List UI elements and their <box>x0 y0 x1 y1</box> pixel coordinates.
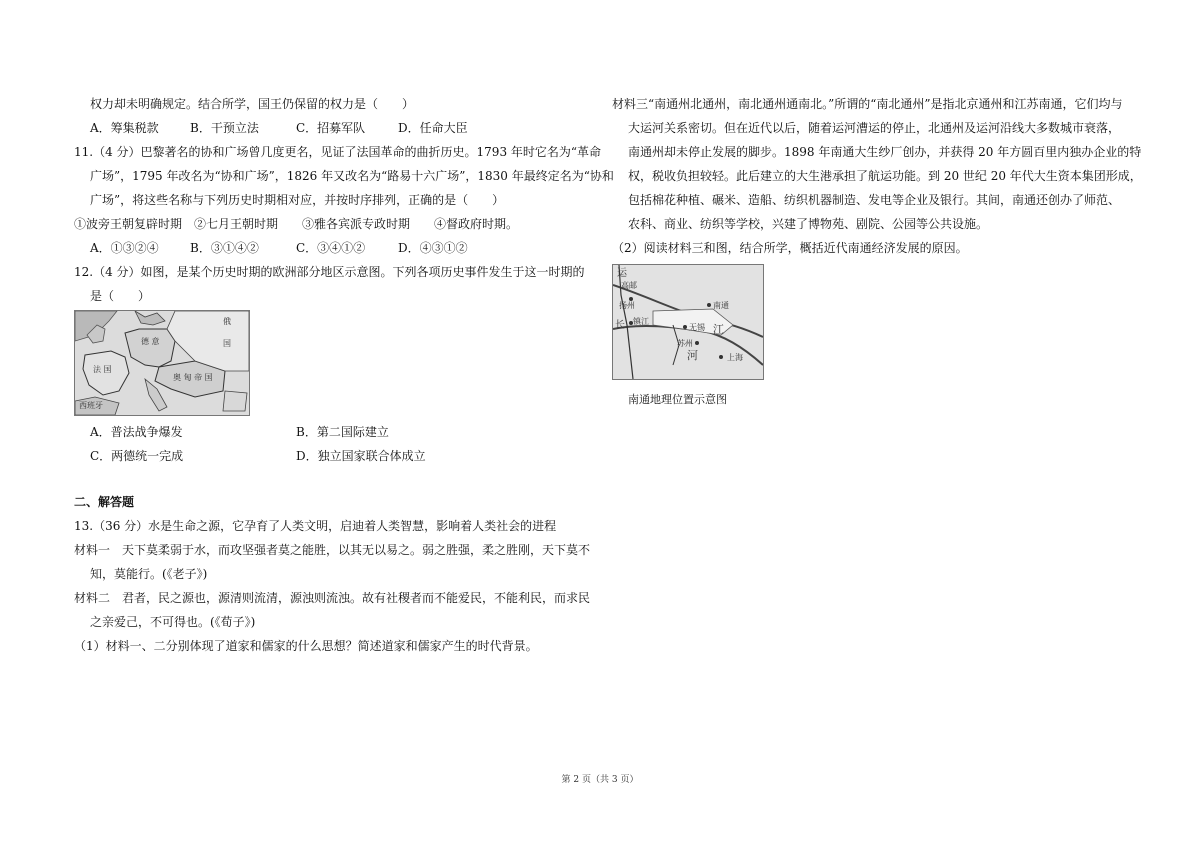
q11-option-d[interactable]: D．④③①② <box>398 241 468 255</box>
map-label-shanghai: 上海 <box>727 353 743 362</box>
q10-option-a[interactable]: A．筹集税款 <box>90 121 159 135</box>
map-label-france: 法 国 <box>93 365 112 374</box>
material-3-line-1: 材料三“南通州北通州，南北通州通南北。”所谓的“南北通州”是指北京通州和江苏南通，它们均与 <box>612 97 1123 111</box>
q13-subquestion-1: （1）材料一、二分别体现了道家和儒家的什么思想？简述道家和儒家产生的时代背景。 <box>74 639 538 653</box>
material-3-line-4: 权，税收负担较轻。此后建立的大生港承担了航运功能。到 20 世纪 20 年代大生资本集团形成， <box>628 169 1142 183</box>
q12-stem-line-1: 12.（4 分）如图，是某个历史时期的欧洲部分地区示意图。下列各项历史事件发生于这一时期的 <box>74 265 585 279</box>
map-label-yun: 运 <box>617 268 627 279</box>
map-label-gaoyou: 高邮 <box>621 281 637 290</box>
q11-options <box>74 236 594 260</box>
nantong-map-caption: 南通地理位置示意图 <box>628 393 727 406</box>
q12-options-row-1 <box>74 420 594 444</box>
right-column <box>612 92 1142 412</box>
q12-option-d[interactable]: D．独立国家联合体成立 <box>296 449 426 463</box>
q12-option-c[interactable]: C．两德统一完成 <box>90 449 184 463</box>
q10-options <box>74 116 594 140</box>
q13-material-1-line-2: 知，莫能行。(《老子》) <box>90 567 208 581</box>
q13-stem: 13.（36 分）水是生命之源，它孕育了人类文明，启迪着人类智慧，影响着人类社会的进程 <box>74 519 557 533</box>
map-label-austria-hungary: 奥 匈 帝 国 <box>173 373 213 382</box>
q13-material-2-line-2: 之亲爱己，不可得也。(《荀子》) <box>90 615 256 629</box>
map-label-spain: 西班牙 <box>79 401 103 410</box>
page-footer: 第 2 页（共 3 页） <box>561 775 639 785</box>
map-label-chang: 长 <box>615 320 625 331</box>
map-label-russia-1: 俄 <box>223 317 231 326</box>
q11-stem-line-3: 广场”，将这些名称与下列历史时期相对应，并按时序排列，正确的是（ ） <box>90 193 505 207</box>
nantong-map-figure <box>612 264 764 380</box>
section-2-title: 二、解答题 <box>74 495 135 509</box>
q12-option-b[interactable]: B．第二国际建立 <box>296 425 389 439</box>
q10-stem-tail: 权力却未明确规定。结合所学，国王仍保留的权力是（ ） <box>90 97 415 111</box>
q13-material-2-line-1: 材料二 君者，民之源也，源清则流清，源浊则流浊。故有社稷者而不能爱民，不能利民，而求民 <box>74 591 591 605</box>
material-3-line-3: 南通州却未停止发展的脚步。1898 年南通大生纱厂创办，并获得 20 年方圆百里内独办企业的特 <box>628 145 1142 159</box>
q10-option-b[interactable]: B．干预立法 <box>190 121 259 135</box>
map-label-jiang: 江 <box>713 323 724 336</box>
left-column <box>74 92 614 658</box>
q11-stem-line-1: 11.（4 分）巴黎著名的协和广场曾几度更名，见证了法国革命的曲折历史。1793 年时它名为“革命 <box>74 145 602 159</box>
material-3-line-6: 农科、商业、纺织等学校，兴建了博物苑、剧院、公园等公共设施。 <box>628 217 989 231</box>
q13-subquestion-2: （2）阅读材料三和图，结合所学，概括近代南通经济发展的原因。 <box>612 241 968 255</box>
map-label-russia-2: 国 <box>223 339 231 348</box>
q12-option-a[interactable]: A．普法战争爆发 <box>90 425 183 439</box>
q11-stem-line-2: 广场”，1795 年改名为“协和广场”，1826 年又改名为“路易十六广场”，1830 年最终定名为“协和 <box>90 169 614 183</box>
map-label-nantong: 南通 <box>713 301 729 310</box>
map-label-wuxi: 无锡 <box>689 323 705 332</box>
q11-option-c[interactable]: C．③④①② <box>296 241 366 255</box>
q13-material-1-line-1: 材料一 天下莫柔弱于水，而攻坚强者莫之能胜，以其无以易之。弱之胜强，柔之胜刚，天下莫不 <box>74 543 591 557</box>
q11-option-a[interactable]: A．①③②④ <box>90 241 159 255</box>
map-label-yangzhou: 扬州 <box>619 301 635 310</box>
map-label-he: 河 <box>687 349 698 362</box>
europe-map-figure <box>74 310 250 416</box>
q11-option-b[interactable]: B．③①④② <box>190 241 259 255</box>
material-3-line-5: 包括棉花种植、碾米、造船、纺织机器制造、发电等企业及银行。其间，南通还创办了师范、 <box>628 193 1121 207</box>
q12-stem-line-2: 是（ ） <box>90 289 151 303</box>
q11-items: ①波旁王朝复辟时期 ②七月王朝时期 ③雅各宾派专政时期 ④督政府时期。 <box>74 217 519 231</box>
q12-options-row-2 <box>74 444 594 468</box>
map-label-suzhou: 苏州 <box>677 339 693 348</box>
q10-option-d[interactable]: D．任命大臣 <box>398 121 468 135</box>
map-label-germany: 德 意 <box>141 337 160 346</box>
material-3-line-2: 大运河关系密切。但在近代以后，随着运河漕运的停止，北通州及运河沿线大多数城市衰落， <box>628 121 1121 135</box>
q10-option-c[interactable]: C．招募军队 <box>296 121 366 135</box>
map-label-zhenjiang: 镇江 <box>633 317 649 326</box>
